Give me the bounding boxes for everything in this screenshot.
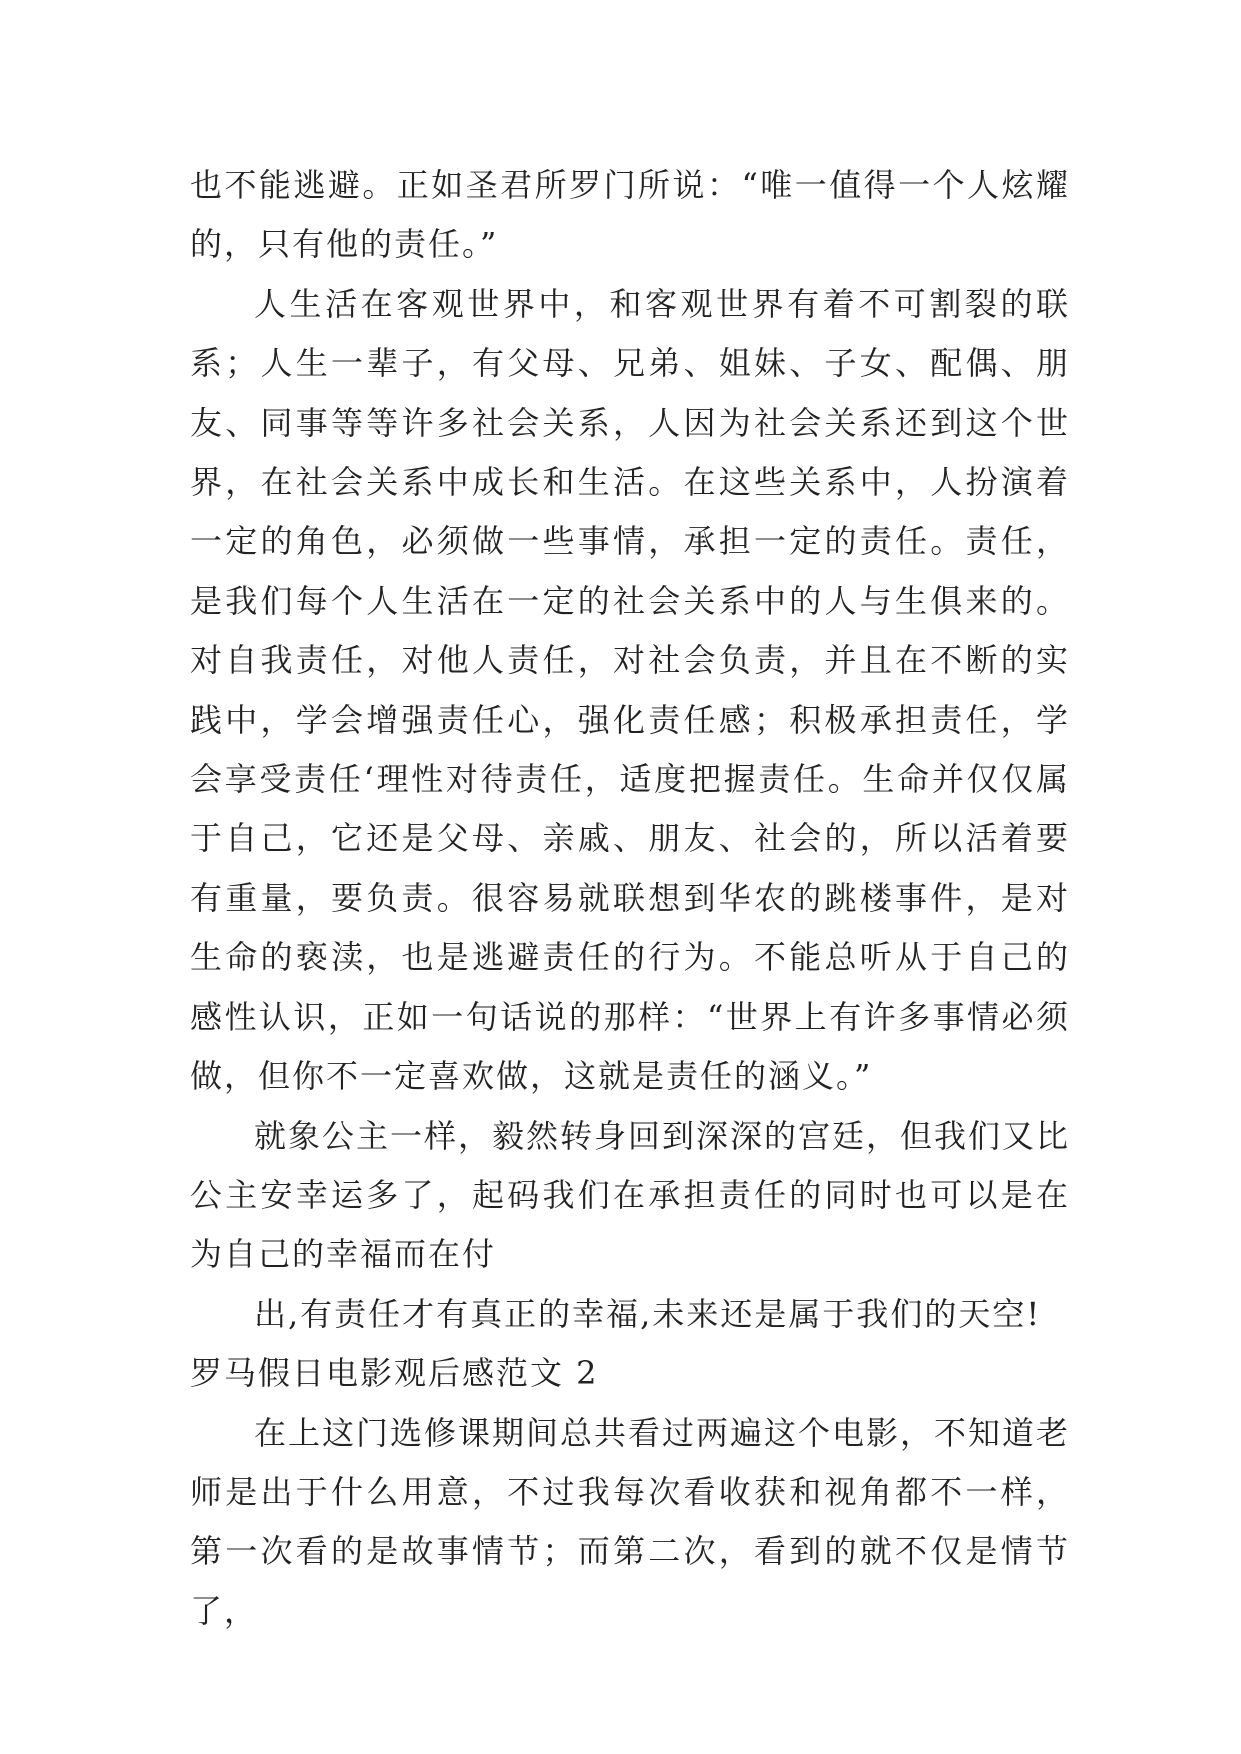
paragraph-responsibility: 人生活在客观世界中，和客观世界有着不可割裂的联系；人生一辈子，有父母、兄弟、姐妹、子女、配偶、朋友、同事等等许多社会关系，人因为社会关系还到这个世界，在社会关系中成长和生活。在这些关系中，人扮演着一定的角色，必须做一些事情，承担一定的责任。责任，是我们每个人生活在一定的社会关系中的人与生俱来的。对自我责任，对他人责任，对社会负责，并且在不断的实践中，学会增强责任心，强化责任感；积极承担责任，学会享受责任‘理性对待责任，适度把握责任。生命并仅仅属于自己，它还是父母、亲戚、朋友、社会的，所以活着要有重量，要负责。很容易就联想到华农的跳楼事件，是对生命的亵渎，也是逃避责任的行为。不能总听从于自己的感性认识，正如一句话说的那样：“世界上有许多事情必须做，但你不一定喜欢做，这就是责任的涵义。” — [190, 284, 1070, 1096]
paragraph-princess: 就象公主一样，毅然转身回到深深的宫廷，但我们又比公主安幸运多了，起码我们在承担责任的同时也可以是在为自己的幸福而在付 — [190, 1116, 1071, 1274]
paragraph-course: 在上这门选修课期间总共看过两遍这个电影，不知道老师是出于什么用意，不过我每次看收获和视角都不一样，第一次看的是故事情节；而第二次，看到的就不仅是情节了， — [190, 1413, 1071, 1630]
section-heading: 罗马假日电影观后感范文 2 — [190, 1354, 599, 1393]
document-body — [190, 156, 1070, 1641]
paragraph-happiness: 出,有责任才有真正的幸福,未来还是属于我们的天空! — [254, 1294, 1042, 1333]
paragraph-continuation: 也不能逃避。正如圣君所罗门所说：“唯一值得一个人炫耀的，只有他的责任。” — [190, 166, 1070, 264]
